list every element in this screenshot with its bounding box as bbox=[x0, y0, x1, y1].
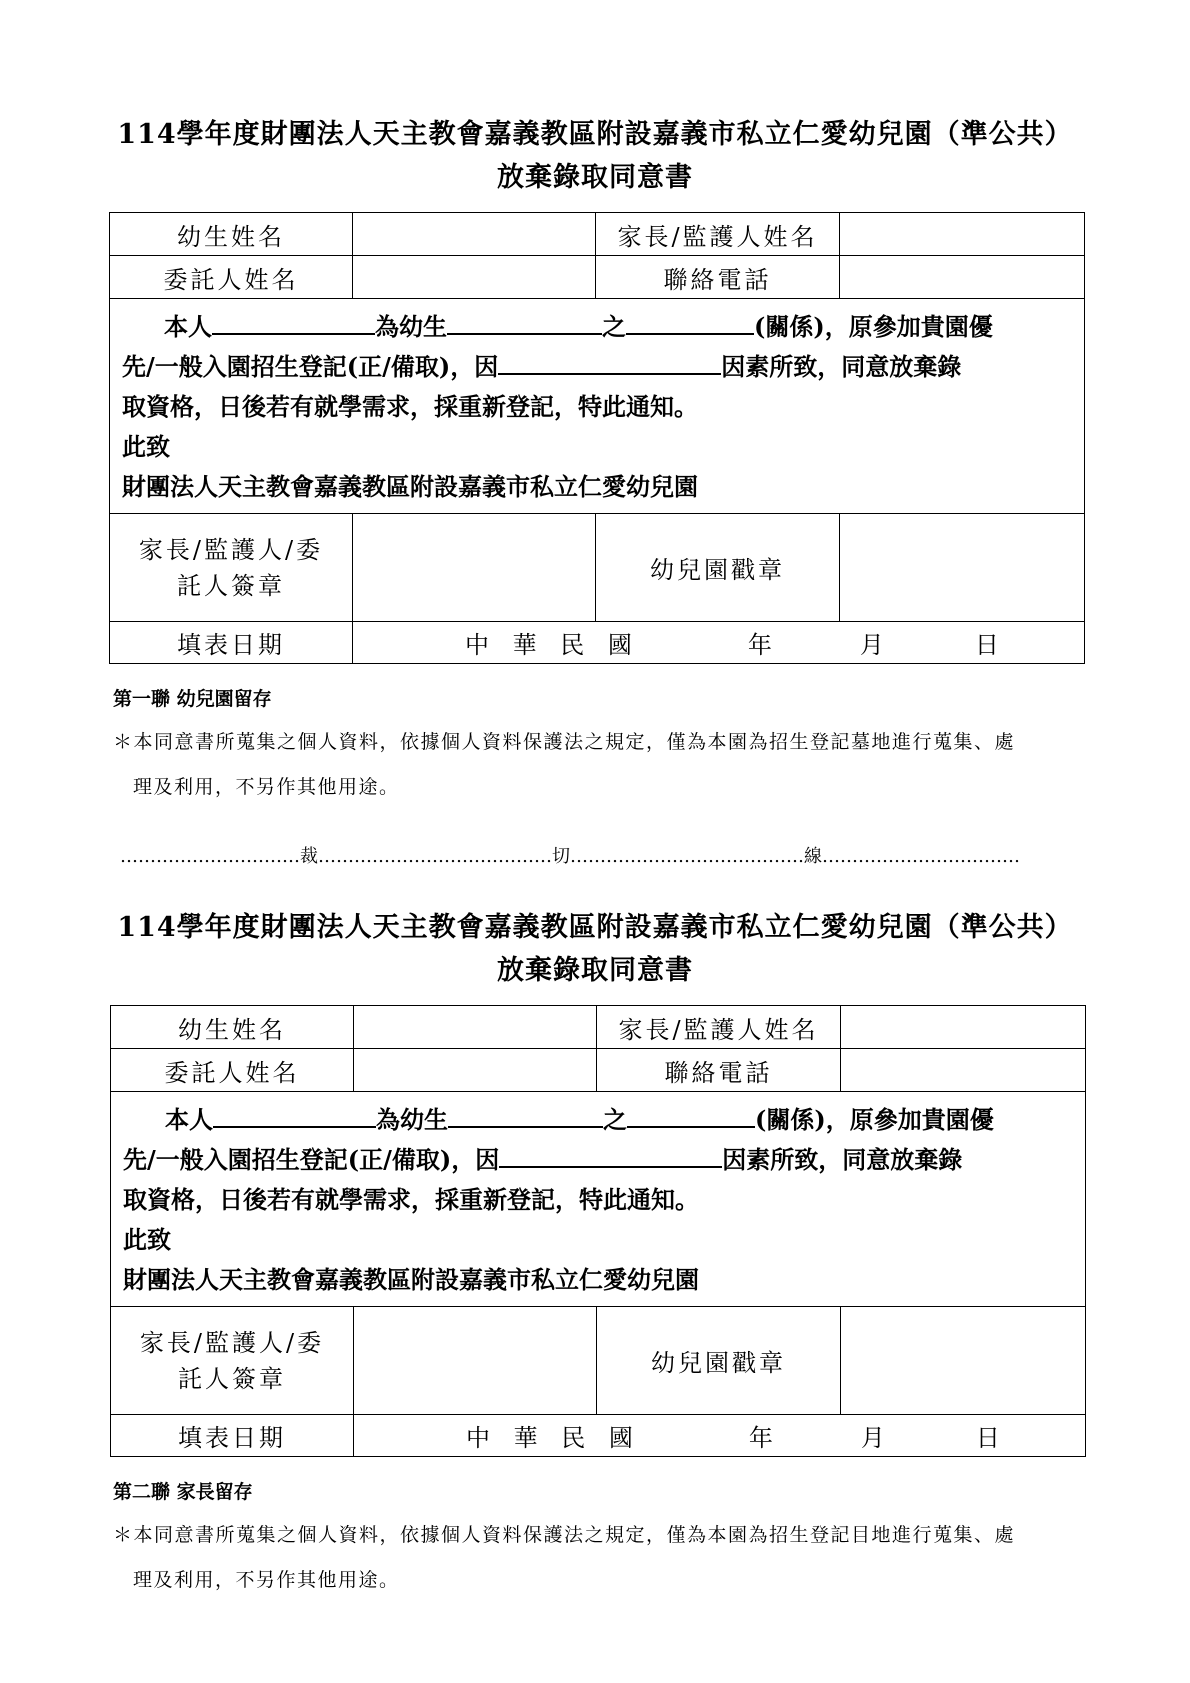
signature-label: 家長/監護人/委 託人簽章 bbox=[111, 1307, 354, 1415]
copy-designation: 第二聯 家長留存 bbox=[113, 1481, 253, 1503]
child-name-field[interactable] bbox=[354, 1006, 597, 1049]
form-copy-2 bbox=[0, 793, 1190, 1591]
form-title: 114學年度財團法人天主教會嘉義教區附設嘉義市私立仁愛幼兒園（準公共） bbox=[117, 119, 1073, 150]
guardian-name-label: 家長/監護人姓名 bbox=[596, 213, 840, 256]
signature-field[interactable] bbox=[353, 514, 596, 622]
delegate-name-field[interactable] bbox=[353, 256, 596, 299]
statement-line-2: 先/一般入園招生登記(正/備取)，因 因素所致，同意放棄錄 bbox=[122, 347, 1072, 387]
date-label: 填表日期 bbox=[111, 1415, 354, 1457]
declarant-blank[interactable] bbox=[212, 309, 375, 335]
reason-blank[interactable] bbox=[498, 349, 721, 375]
guardian-name-field[interactable] bbox=[840, 213, 1085, 256]
consent-form-table bbox=[110, 1005, 1086, 1457]
relationship-blank[interactable] bbox=[627, 1102, 755, 1128]
phone-label: 聯絡電話 bbox=[597, 1049, 841, 1092]
relationship-blank[interactable] bbox=[626, 309, 754, 335]
child-name-field[interactable] bbox=[353, 213, 596, 256]
child-blank[interactable] bbox=[448, 1102, 603, 1128]
privacy-note-line-2: 理及利用，不另作其他用途。 bbox=[133, 776, 400, 798]
child-name-label: 幼生姓名 bbox=[111, 1006, 354, 1049]
date-era: 中 華 民 國 bbox=[466, 1424, 641, 1452]
phone-field[interactable] bbox=[841, 1049, 1086, 1092]
statement-line-1: 本人 為幼生 之 (關係)，原參加貴園優 bbox=[122, 307, 1072, 347]
form-subtitle: 放棄錄取同意書 bbox=[497, 955, 693, 986]
guardian-name-label: 家長/監護人姓名 bbox=[597, 1006, 841, 1049]
signature-field[interactable] bbox=[354, 1307, 597, 1415]
date-day: 日 bbox=[975, 1424, 1008, 1452]
recipient: 財團法人天主教會嘉義教區附設嘉義市私立仁愛幼兒園 bbox=[122, 472, 698, 501]
statement-line-3: 取資格，日後若有就學需求，採重新登記，特此通知。 bbox=[123, 1185, 699, 1214]
form-title: 114學年度財團法人天主教會嘉義教區附設嘉義市私立仁愛幼兒園（準公共） bbox=[117, 912, 1073, 943]
date-era: 中 華 民 國 bbox=[465, 631, 640, 659]
form-subtitle: 放棄錄取同意書 bbox=[497, 162, 693, 193]
date-month: 月 bbox=[859, 631, 892, 659]
statement-cell bbox=[110, 299, 1085, 514]
salutation: 此致 bbox=[122, 432, 170, 461]
stamp-label: 幼兒園戳章 bbox=[597, 1307, 841, 1415]
privacy-note-line-1: ＊本同意書所蒐集之個人資料，依據個人資料保護法之規定，僅為本園為招生登記目地進行蒐集、處 bbox=[113, 1524, 1016, 1546]
statement-line-3: 取資格，日後若有就學需求，採重新登記，特此通知。 bbox=[122, 392, 698, 421]
phone-field[interactable] bbox=[840, 256, 1085, 299]
statement-line-1: 本人 為幼生 之 (關係)，原參加貴園優 bbox=[123, 1100, 1073, 1140]
date-field[interactable] bbox=[354, 1415, 1086, 1457]
recipient: 財團法人天主教會嘉義教區附設嘉義市私立仁愛幼兒園 bbox=[123, 1265, 699, 1294]
signature-label: 家長/監護人/委 託人簽章 bbox=[110, 514, 353, 622]
date-day: 日 bbox=[974, 631, 1007, 659]
reason-blank[interactable] bbox=[499, 1142, 722, 1168]
privacy-note-line-1: ＊本同意書所蒐集之個人資料，依據個人資料保護法之規定，僅為本園為招生登記墓地進行蒐集、處 bbox=[113, 731, 1016, 753]
copy-designation: 第一聯 幼兒園留存 bbox=[113, 688, 272, 710]
phone-label: 聯絡電話 bbox=[596, 256, 840, 299]
delegate-name-label: 委託人姓名 bbox=[110, 256, 353, 299]
statement-line-2: 先/一般入園招生登記(正/備取)，因 因素所致，同意放棄錄 bbox=[123, 1140, 1073, 1180]
date-month: 月 bbox=[860, 1424, 893, 1452]
delegate-name-field[interactable] bbox=[354, 1049, 597, 1092]
date-year: 年 bbox=[747, 631, 780, 659]
stamp-field[interactable] bbox=[841, 1307, 1086, 1415]
date-label: 填表日期 bbox=[110, 622, 353, 664]
salutation: 此致 bbox=[123, 1225, 171, 1254]
cut-line: …………………………裁…………………………………切…………………………………線…………………………… bbox=[120, 846, 1020, 867]
stamp-field[interactable] bbox=[840, 514, 1085, 622]
child-blank[interactable] bbox=[447, 309, 602, 335]
privacy-note-line-2: 理及利用，不另作其他用途。 bbox=[133, 1569, 400, 1591]
child-name-label: 幼生姓名 bbox=[110, 213, 353, 256]
statement-cell bbox=[111, 1092, 1086, 1307]
date-year: 年 bbox=[748, 1424, 781, 1452]
stamp-label: 幼兒園戳章 bbox=[596, 514, 840, 622]
declarant-blank[interactable] bbox=[213, 1102, 376, 1128]
guardian-name-field[interactable] bbox=[841, 1006, 1086, 1049]
form-copy-1 bbox=[0, 0, 1190, 798]
date-field[interactable] bbox=[353, 622, 1085, 664]
consent-form-table bbox=[109, 212, 1085, 664]
delegate-name-label: 委託人姓名 bbox=[111, 1049, 354, 1092]
